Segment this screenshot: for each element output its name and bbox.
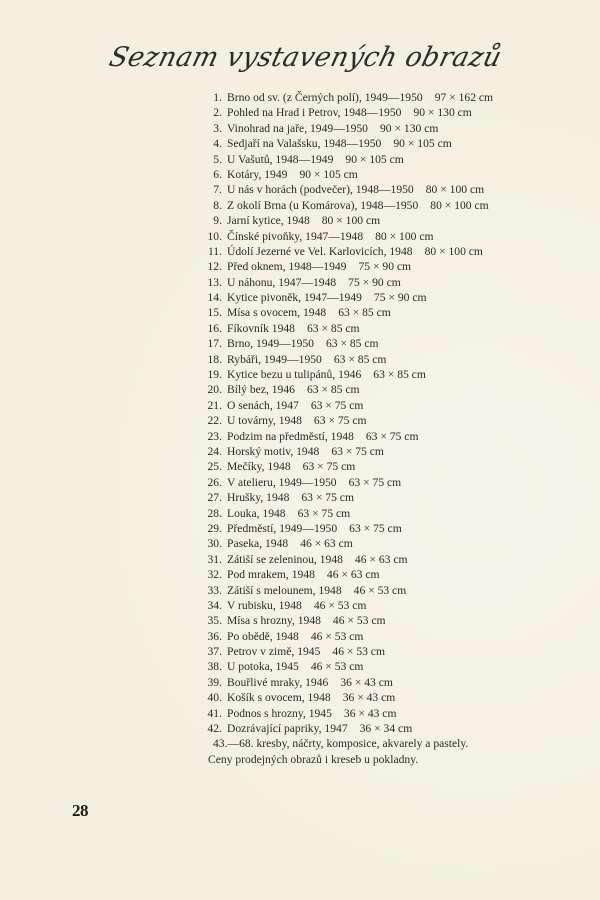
item-dimensions: 63 × 75 cm: [331, 444, 384, 458]
item-number: 25.: [207, 460, 222, 474]
item-number: 3.: [213, 121, 222, 135]
item-dimensions: 75 × 90 cm: [373, 291, 427, 305]
list-item: [196, 521, 556, 536]
list-item: [196, 536, 556, 551]
drawings-note: 43.—68. kresby, náčrty, komposice, akvarely a pastely.: [213, 737, 469, 751]
list-item: [196, 490, 556, 505]
item-dimensions: 63 × 75 cm: [313, 414, 367, 428]
item-title: Petrov v zimě, 1945: [227, 645, 321, 659]
list-item: [196, 352, 556, 367]
list-item: [196, 659, 556, 674]
item-title: Fíkovník 1948: [227, 321, 295, 335]
item-number: 1.: [213, 91, 222, 104]
list-item: [196, 629, 556, 644]
list-item: [196, 382, 556, 397]
item-title: V rubisku, 1948: [227, 598, 302, 612]
item-number: 13.: [207, 275, 222, 289]
list-item: [196, 398, 556, 413]
item-dimensions: 90 × 130 cm: [413, 106, 472, 120]
item-dimensions: 63 × 85 cm: [325, 337, 379, 351]
item-number: 35.: [207, 614, 222, 628]
list-item: [196, 90, 556, 105]
item-dimensions: 63 × 75 cm: [297, 506, 351, 520]
item-title: Jarní kytice, 1948: [227, 214, 310, 228]
prices-note: Ceny prodejných obrazů i kreseb u pokladny.: [208, 752, 419, 766]
item-title: Pod mrakem, 1948: [227, 568, 315, 582]
item-dimensions: 46 × 63 cm: [354, 552, 408, 566]
list-item: [196, 182, 556, 197]
item-title: Košík s ovocem, 1948: [227, 691, 331, 705]
item-title: U nás v horách (podvečer), 1948—1950: [227, 183, 414, 197]
item-number: 29.: [207, 521, 222, 535]
item-number: 16.: [207, 321, 222, 335]
item-dimensions: 63 × 85 cm: [306, 383, 360, 397]
item-number: 4.: [213, 137, 222, 151]
list-item: [196, 229, 556, 244]
item-number: 39.: [207, 675, 222, 689]
item-dimensions: 90 × 105 cm: [299, 167, 358, 181]
item-title: Hrušky, 1948: [227, 491, 290, 505]
list-item: [196, 275, 556, 290]
list-item: [196, 598, 556, 613]
item-dimensions: 46 × 63 cm: [326, 568, 380, 582]
list-item: [196, 721, 556, 736]
item-dimensions: 63 × 75 cm: [349, 521, 402, 535]
item-title: Bouřlivé mraky, 1946: [227, 675, 329, 689]
item-number: 21.: [207, 398, 222, 412]
item-dimensions: 46 × 53 cm: [310, 629, 364, 643]
item-dimensions: 63 × 85 cm: [338, 306, 391, 320]
item-number: 37.: [207, 645, 222, 659]
item-title: Podnos s hrozny, 1945: [227, 706, 332, 720]
item-number: 15.: [207, 306, 222, 320]
item-dimensions: 36 × 43 cm: [343, 706, 397, 720]
item-dimensions: 63 × 75 cm: [302, 460, 356, 474]
item-title: Dozrávající papriky, 1947: [227, 722, 348, 736]
item-number: 32.: [207, 568, 222, 582]
item-title: Údolí Jezerné ve Vel. Karlovicích, 1948: [227, 244, 413, 258]
item-dimensions: 46 × 63 cm: [300, 537, 353, 551]
item-dimensions: 80 × 100 cm: [430, 198, 489, 212]
item-number: 19.: [207, 368, 222, 382]
list-item: [196, 475, 556, 490]
item-number: 33.: [207, 583, 222, 597]
item-title: Mísa s hrozny, 1948: [227, 614, 321, 628]
item-number: 40.: [207, 691, 222, 705]
item-title: Vinohrad na jaře, 1949—1950: [227, 121, 368, 135]
item-dimensions: 63 × 75 cm: [301, 491, 354, 505]
item-title: Louka, 1948: [227, 506, 286, 520]
item-dimensions: 63 × 85 cm: [306, 321, 360, 335]
item-number: 11.: [207, 244, 222, 258]
item-number: 9.: [213, 214, 222, 228]
item-number: 22.: [207, 414, 222, 428]
list-item: [196, 444, 556, 459]
item-dimensions: 46 × 53 cm: [353, 583, 407, 597]
list-item: [196, 429, 556, 444]
item-title: U továrny, 1948: [227, 414, 302, 428]
list-item: [196, 459, 556, 474]
list-item: [196, 244, 556, 259]
item-title: Mečíky, 1948: [227, 460, 291, 474]
item-number: 26.: [207, 475, 222, 489]
item-dimensions: 46 × 53 cm: [332, 614, 386, 628]
list-item: [196, 567, 556, 582]
list-item: [196, 336, 556, 351]
item-dimensions: 36 × 34 cm: [359, 722, 413, 736]
item-title: Předměstí, 1949—1950: [227, 521, 338, 535]
item-dimensions: 75 × 90 cm: [348, 275, 401, 289]
list-item: [196, 613, 556, 628]
item-dimensions: 46 × 53 cm: [313, 598, 367, 612]
page-number: 28: [72, 801, 88, 820]
page-title: Seznam vystavených obrazů: [106, 42, 506, 73]
item-number: 8.: [213, 198, 222, 212]
item-dimensions: 90 × 105 cm: [393, 137, 452, 151]
list-item: [196, 583, 556, 598]
item-dimensions: 63 × 75 cm: [365, 429, 419, 443]
item-dimensions: 80 × 100 cm: [321, 214, 381, 228]
item-number: 42.: [207, 722, 222, 736]
list-item: [196, 367, 556, 382]
item-title: Bílý bez, 1946: [227, 383, 295, 397]
item-number: 30.: [207, 537, 222, 551]
item-title: Kotáry, 1949: [227, 167, 288, 181]
item-dimensions: 90 × 105 cm: [345, 152, 404, 166]
item-title: U náhonu, 1947—1948: [227, 275, 337, 289]
list-item: [196, 152, 556, 167]
item-dimensions: 46 × 53 cm: [332, 645, 385, 659]
item-title: Kytice bezu u tulipánů, 1946: [227, 368, 362, 382]
item-number: 28.: [207, 506, 222, 520]
item-number: 34.: [207, 598, 222, 612]
list-item: [196, 690, 556, 705]
item-dimensions: 80 × 100 cm: [375, 229, 434, 243]
item-number: 12.: [207, 260, 222, 274]
item-number: 2.: [213, 106, 222, 120]
list-item: [196, 198, 556, 213]
item-number: 14.: [207, 291, 222, 305]
item-number: 24.: [207, 444, 222, 458]
item-dimensions: 36 × 43 cm: [342, 691, 396, 705]
item-number: 7.: [213, 183, 222, 197]
list-item: [196, 413, 556, 428]
list-item: [196, 213, 556, 228]
item-title: Horský motiv, 1948: [227, 444, 320, 458]
item-title: Zátiší se zeleninou, 1948: [227, 552, 343, 566]
item-title: Paseka, 1948: [227, 537, 289, 551]
item-title: Brno, 1949—1950: [227, 337, 314, 351]
item-title: U potoka, 1945: [227, 660, 299, 674]
list-item: [196, 305, 556, 320]
list-item: [196, 644, 556, 659]
item-number: 36.: [207, 629, 222, 643]
item-title: Mísa s ovocem, 1948: [227, 306, 327, 320]
item-dimensions: 80 × 100 cm: [424, 244, 483, 258]
item-number: 31.: [207, 552, 222, 566]
list-item: [196, 706, 556, 721]
item-title: V atelieru, 1949—1950: [227, 475, 337, 489]
item-title: Čínské pivoňky, 1947—1948: [227, 229, 364, 243]
item-title: U Vašutů, 1948—1949: [227, 152, 334, 166]
item-number: 10.: [207, 229, 222, 243]
list-item: [196, 506, 556, 521]
item-title: Brno od sv. (z Černých polí), 1949—1950: [227, 91, 423, 104]
item-number: 23.: [207, 429, 222, 443]
item-title: Kytice pivoněk, 1947—1949: [227, 291, 362, 305]
item-dimensions: 80 × 100 cm: [425, 183, 485, 197]
item-dimensions: 63 × 85 cm: [333, 352, 387, 366]
list-item: [196, 321, 556, 336]
list-item: [196, 290, 556, 305]
item-dimensions: 63 × 75 cm: [310, 398, 364, 412]
item-number: 41.: [207, 706, 222, 720]
item-dimensions: 75 × 90 cm: [358, 260, 412, 274]
item-title: Z okolí Brna (u Komárova), 1948—1950: [227, 198, 419, 212]
list-item: [196, 167, 556, 182]
item-number: 6.: [213, 167, 222, 181]
list-item: [196, 675, 556, 690]
item-number: 38.: [207, 660, 222, 674]
item-number: 17.: [207, 337, 222, 351]
item-dimensions: 97 × 162 cm: [434, 91, 494, 104]
paintings-list: [196, 90, 556, 767]
list-item: [196, 136, 556, 151]
item-title: Podzim na předměstí, 1948: [227, 429, 354, 443]
list-item: [196, 259, 556, 274]
item-title: Po obědě, 1948: [227, 629, 299, 643]
item-title: Pohled na Hrad i Petrov, 1948—1950: [227, 106, 402, 120]
item-number: 20.: [207, 383, 222, 397]
item-title: Před oknem, 1948—1949: [227, 260, 347, 274]
item-dimensions: 63 × 85 cm: [373, 368, 426, 382]
item-dimensions: 63 × 75 cm: [348, 475, 402, 489]
item-dimensions: 36 × 43 cm: [340, 675, 393, 689]
list-item: [196, 552, 556, 567]
list-item: [196, 121, 556, 136]
item-title: Rybáři, 1949—1950: [227, 352, 322, 366]
item-title: Sedjaří na Valašsku, 1948—1950: [227, 137, 382, 151]
item-title: O senách, 1947: [227, 398, 299, 412]
item-number: 18.: [207, 352, 222, 366]
item-number: 5.: [213, 152, 222, 166]
item-number: 27.: [207, 491, 222, 505]
item-dimensions: 90 × 130 cm: [379, 121, 439, 135]
item-title: Zátiší s melounem, 1948: [227, 583, 342, 597]
item-dimensions: 46 × 53 cm: [310, 660, 364, 674]
list-item: [196, 105, 556, 120]
